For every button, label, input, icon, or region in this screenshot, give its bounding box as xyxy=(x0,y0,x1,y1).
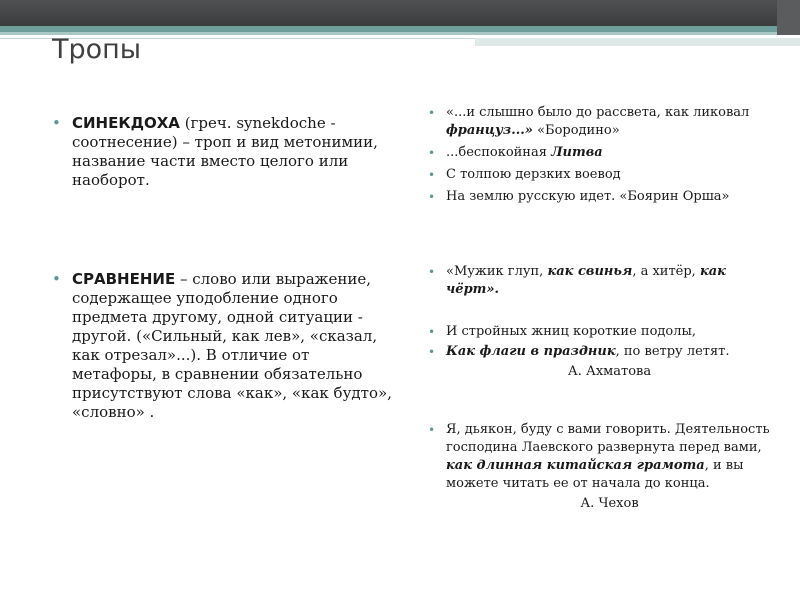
comparison-term: СРАВНЕНИЕ xyxy=(72,270,176,288)
example-borodino: • «...и слышно было до рассвета, как ликовал француз...» «Бородино» xyxy=(428,105,750,138)
title-divider-accent xyxy=(475,38,800,46)
synecdoche-term: СИНЕКДОХА xyxy=(72,114,180,132)
bullet-icon: • xyxy=(428,423,436,437)
comparison-example-chekhov: • Я, дьякон, буду с вами говорить. Деятельность господина Лаевского развернута перед вами, как длинная китайская грамота, и вы можете читать ее от начала до конца. А. Чехов xyxy=(428,421,773,513)
comparison-text: – слово или выражение, содержащее уподобление одного предмета другому, одной ситуации - другой. («Сильный, как лев», «сказал, как отрезал»...). В отличие от метафоры, в сравнении обязательно присутствуют слова «как», «как будто», «словно» . xyxy=(72,270,392,421)
bullet-icon: • xyxy=(428,106,436,120)
synecdoche-text: (греч. synekdoche - соотнесение) – троп и вид метонимии, название части вместо целого или наоборот. xyxy=(72,114,378,189)
bullet-icon: • xyxy=(428,265,436,279)
author-akhmatova: А. Ахматова xyxy=(567,364,652,379)
bullet-icon: • xyxy=(428,345,436,359)
comparison-example-muzhik: • «Мужик глуп, как свинья, а хитёр, как чёрт». xyxy=(428,264,726,297)
synecdoche-definition xyxy=(52,114,392,190)
comparison-example-akhmatova: • И стройных жниц короткие подолы, • Как флаги в праздник, по ветру летят. А. Ахматова xyxy=(428,323,773,381)
bullet-icon: • xyxy=(428,325,436,339)
bullet-icon: • xyxy=(428,190,436,204)
bullet-icon: • xyxy=(428,146,436,160)
bullet-icon: • xyxy=(428,168,436,182)
comparison-definition xyxy=(52,270,392,422)
slide-title: Тропы xyxy=(52,34,142,65)
example-litva: • ...беспокойная Литва xyxy=(428,145,603,160)
top-decorative-bar xyxy=(0,0,800,26)
author-chekhov: А. Чехов xyxy=(580,496,639,511)
synecdoche-examples xyxy=(428,104,773,206)
example-voevod: • С толпою дерзких воевод xyxy=(428,167,621,182)
bullet-icon: • xyxy=(52,114,61,132)
bullet-icon: • xyxy=(52,270,61,288)
example-orsha: • На землю русскую идет. «Боярин Орша» xyxy=(428,189,730,204)
